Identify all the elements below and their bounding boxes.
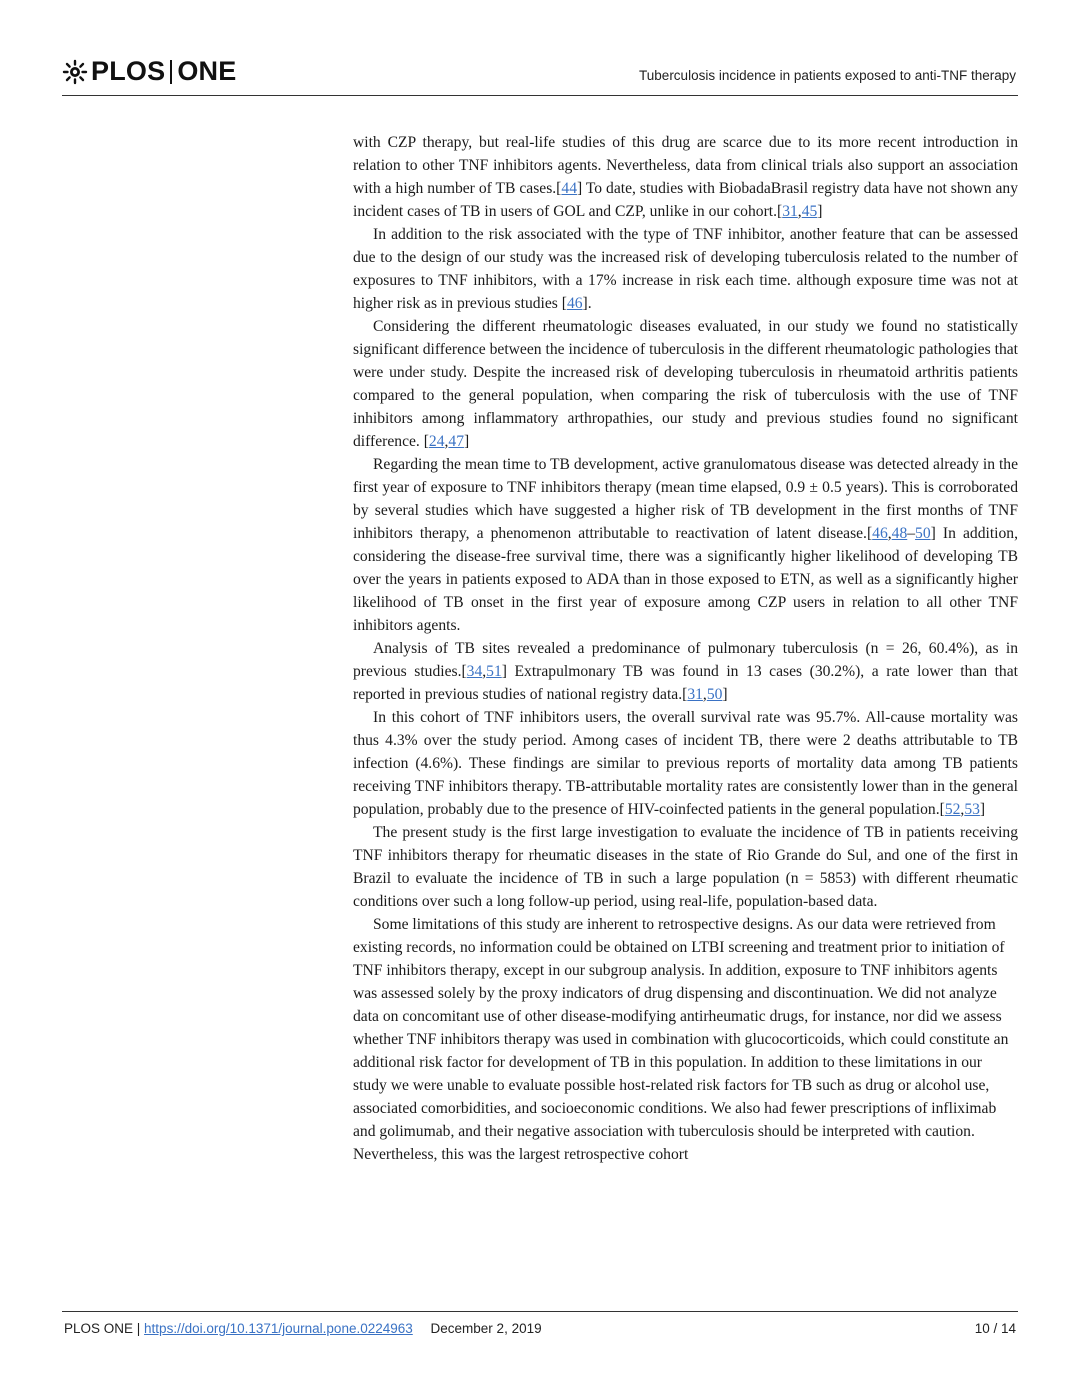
- paragraph-p4: Regarding the mean time to TB development, active granulomatous disease was detected already in the first year of exposure to TNF inhibitors therapy (mean time elapsed, 0.9 ± 0.5 years). This is corroborated by several studies which have suggested a higher risk of TB development in the first months of TNF inhibitors therapy, a phenomenon attributable to reactivation of latent disease.[46,48–50] In addition, considering the disease-free survival time, there was a significantly higher likelihood of developing TB over the years in patients exposed to ADA than in those exposed to ETN, as well as a significantly higher likelihood of TB onset in the first year of exposure among CZP users in relation to all other TNF inhibitors agents.: [353, 456, 1018, 634]
- citation-link[interactable]: 46: [872, 525, 888, 542]
- paragraph-p6: In this cohort of TNF inhibitors users, the overall survival rate was 95.7%. All-cause mortality was thus 4.3% over the study period. Among cases of incident TB, there were 2 deaths attributable to TB infection (4.6%). These findings are similar to previous reports of mortality data among TB patients receiving TNF inhibitors therapy. TB-attributable mortality rates are consistently lower than in the general population, probably due to the presence of HIV-coinfected patients in the general population.[52,53]: [353, 709, 1018, 818]
- page-number: 10 / 14: [974, 1321, 1016, 1336]
- footer-journal: PLOS ONE |: [64, 1321, 141, 1336]
- paragraph-p5: Analysis of TB sites revealed a predominance of pulmonary tuberculosis (n = 26, 60.4%), as in previous studies.[34,51] Extrapulmonary TB was found in 13 cases (30.2%), a rate lower than that reported in previous studies of national registry data.[31,50]: [353, 640, 1018, 703]
- page-footer: [64, 1321, 542, 1336]
- citation-link[interactable]: 24: [428, 433, 445, 450]
- paragraph-p1: with CZP therapy, but real-life studies of this drug are scarce due to its more recent introduction in relation to other TNF inhibitors agents. Nevertheless, data from clinical trials also support an association with a high number of TB cases.[44] To date, studies with BiobadaBrasil registry data have not shown any incident cases of TB in users of GOL and CZP, unlike in our cohort.[31,45]: [353, 134, 1018, 220]
- citation-link[interactable]: 50: [915, 525, 931, 542]
- citation-link[interactable]: 44: [561, 180, 577, 197]
- citation-link[interactable]: 31: [687, 686, 703, 703]
- logo-text-one: ONE: [177, 56, 237, 86]
- citation-link[interactable]: 31: [782, 203, 798, 220]
- plos-logo-icon: [62, 59, 88, 85]
- citation-link[interactable]: 45: [801, 203, 818, 220]
- citation-link[interactable]: 46: [566, 295, 583, 312]
- footer-rule: [62, 1311, 1018, 1312]
- article-body: [353, 131, 1018, 1166]
- logo-text-plos: PLOS: [91, 56, 166, 86]
- citation-link[interactable]: 48: [891, 525, 908, 542]
- citation-link[interactable]: 50: [706, 686, 723, 703]
- header-rule: [62, 95, 1018, 96]
- paragraph-p3: Considering the different rheumatologic diseases evaluated, in our study we found no statistically significant difference between the incidence of tuberculosis in the different rheumatologic pathologies that were under study. Despite the increased risk of developing tuberculosis in rheumatoid arthritis patients compared to the general population, when comparing the risk of tuberculosis with the use of TNF inhibitors among inflammatory arthropathies, our study and previous studies found no significant difference. [24,47]: [353, 318, 1018, 450]
- citation-link[interactable]: 47: [448, 433, 464, 450]
- publication-date: December 2, 2019: [430, 1321, 542, 1336]
- journal-logo: [62, 56, 236, 87]
- citation-link[interactable]: 51: [486, 663, 502, 680]
- running-title: Tuberculosis incidence in patients exposed to anti-TNF therapy: [639, 68, 1016, 83]
- citation-link[interactable]: 53: [964, 801, 980, 818]
- paragraph-p2: In addition to the risk associated with the type of TNF inhibitor, another feature that can be assessed due to the design of our study was the increased risk of developing tuberculosis related to the number of exposures to TNF inhibitors, with a 17% increase in risk each time. although exposure time was not at higher risk as in previous studies [46].: [353, 226, 1018, 312]
- doi-link[interactable]: https://doi.org/10.1371/journal.pone.0224963: [144, 1321, 413, 1336]
- paragraph-p7: The present study is the first large investigation to evaluate the incidence of TB in patients receiving TNF inhibitors therapy for rheumatic diseases in the state of Rio Grande do Sul, and one of the first in Brazil to evaluate the incidence of TB in such a large population (n = 5853) with different rheumatic conditions over such a long follow-up period, using real-life, population-based data.: [353, 824, 1018, 910]
- citation-link[interactable]: 52: [944, 801, 961, 818]
- logo-divider: [170, 60, 172, 84]
- paragraph-p8: Some limitations of this study are inherent to retrospective designs. As our data were retrieved from existing records, no information could be obtained on LTBI screening and treatment prior to initiation of TNF inhibitors therapy, except in our subgroup analysis. In addition, exposure to TNF inhibitors agents was assessed solely by the proxy indicators of drug dispensing and discontinuation. We did not analyze data on concomitant use of other disease-modifying antirheumatic drugs, for instance, nor did we assess whether TNF inhibitors therapy was used in combination with glucocorticoids, which could constitute an additional risk factor for development of TB in this population. In addition to these limitations in our study we were unable to evaluate possible host-related risk factors for TB such as drug or alcohol use, associated comorbidities, and socioeconomic conditions. We also had fewer prescriptions of infliximab and golimumab, and their negative association with tuberculosis should be interpreted with caution. Nevertheless, this was the largest retrospective cohort: [353, 916, 1009, 1163]
- citation-link[interactable]: 34: [466, 663, 483, 680]
